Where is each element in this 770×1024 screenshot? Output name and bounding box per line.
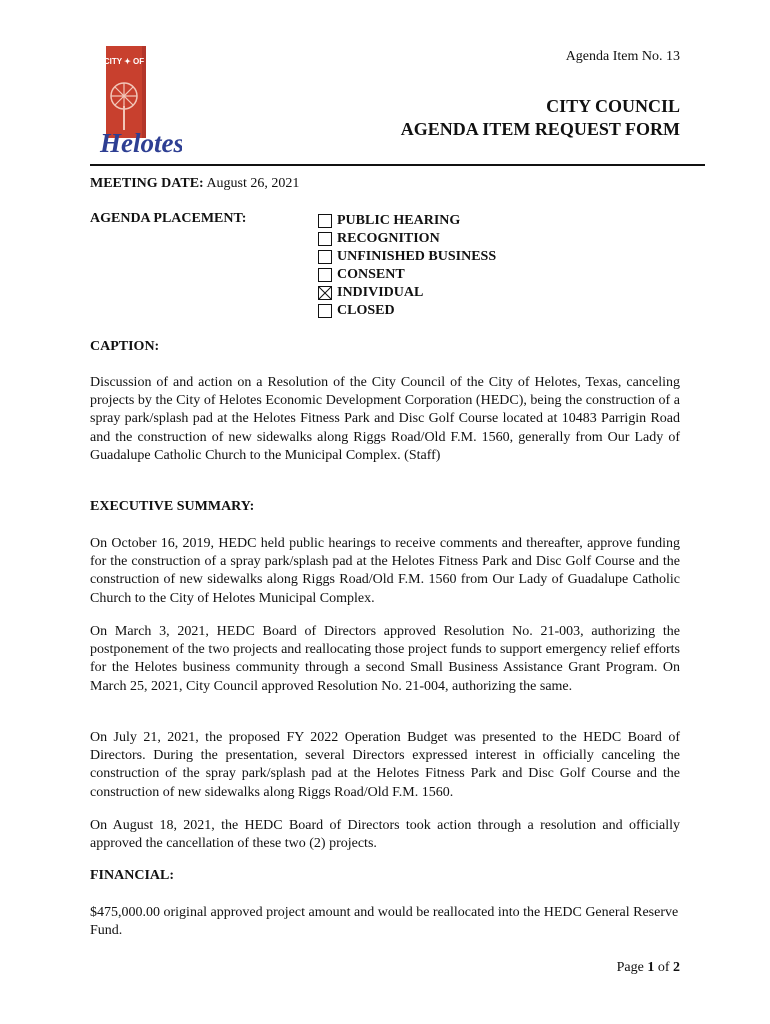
page-total: 2 <box>673 960 680 975</box>
placement-option-consent <box>318 266 496 284</box>
header-divider <box>90 164 705 166</box>
meeting-date-label: MEETING DATE: <box>90 176 204 191</box>
placement-option-label: RECOGNITION <box>337 231 440 246</box>
placement-option-label: CLOSED <box>337 303 395 318</box>
financial-heading: FINANCIAL: <box>90 868 174 883</box>
placement-option-closed <box>318 302 496 320</box>
caption-heading: CAPTION: <box>90 339 160 354</box>
agenda-placement-options <box>318 212 496 320</box>
svg-text:Helotes: Helotes <box>100 128 182 158</box>
form-title <box>401 95 680 141</box>
agenda-item-number: Agenda Item No. 13 <box>565 49 680 64</box>
individual-checkbox[interactable] <box>318 286 332 300</box>
title-line-1: CITY COUNCIL <box>546 96 680 116</box>
placement-option-label: INDIVIDUAL <box>337 285 424 300</box>
page-prefix: Page <box>616 960 644 975</box>
caption-text: Discussion of and action on a Resolution of the City Council of the City of Helotes, Texas, canceling projects by the City of Helotes Economic Development Corporation (HEDC), being the construction of a spray park/splash pad at the Helotes Fitness Park and Disc Golf Course located at 10483 Parrigin Road and the construction of new sidewalks along Riggs Road/Old F.M. 1560, generally from Our Lady of Guadalupe Catholic Church to the Municipal Complex. (Staff) <box>90 375 680 463</box>
closed-checkbox[interactable] <box>318 304 332 318</box>
page-number <box>617 960 680 976</box>
recognition-checkbox[interactable] <box>318 232 332 246</box>
placement-option-unfinished-business <box>318 248 496 266</box>
meeting-date <box>90 176 299 192</box>
placement-option-label: CONSENT <box>337 267 405 282</box>
financial-text: $475,000.00 original approved project amount and would be reallocated into the HEDC General Reserve Fund. <box>90 905 679 939</box>
executive-summary-heading: EXECUTIVE SUMMARY: <box>90 499 255 514</box>
public-hearing-checkbox[interactable] <box>318 214 332 228</box>
meeting-date-value: August 26, 2021 <box>206 176 300 191</box>
checked-x-icon <box>319 287 331 299</box>
placement-option-recognition <box>318 230 496 248</box>
summary-paragraph: On October 16, 2019, HEDC held public hearings to receive comments and thereafter, approve funding for the construction of a spray park/splash pad at the Helotes Fitness Park and Disc Golf Course and the construction of new sidewalks along Riggs Road/Old F.M. 1560 from Our Lady of Guadalupe Catholic Church to the City of Helotes Municipal Complex. <box>90 536 680 606</box>
svg-text:CITY ✦ OF: CITY ✦ OF <box>103 57 145 66</box>
summary-paragraph: On July 21, 2021, the proposed FY 2022 Operation Budget was presented to the HEDC Board of Directors. During the presentation, several Directors expressed interest in officially canceling the construction of the spray park/splash pad at the Helotes Fitness Park and Disc Golf Course and the construction of new sidewalks along Riggs Road/Old F.M. 1560. <box>90 730 680 800</box>
city-of-helotes-logo <box>96 44 182 158</box>
page-of: of <box>657 960 670 975</box>
title-line-2: AGENDA ITEM REQUEST FORM <box>400 119 680 139</box>
unfinished-business-checkbox[interactable] <box>318 250 332 264</box>
placement-option-public-hearing <box>318 212 496 230</box>
placement-option-individual <box>318 284 496 302</box>
page-current: 1 <box>647 960 655 975</box>
summary-paragraph: On August 18, 2021, the HEDC Board of Directors took action through a resolution and officially approved the cancellation of these two (2) projects. <box>90 818 680 852</box>
agenda-placement-label: AGENDA PLACEMENT: <box>90 211 247 226</box>
placement-option-label: UNFINISHED BUSINESS <box>337 249 497 264</box>
consent-checkbox[interactable] <box>318 268 332 282</box>
summary-paragraph: On March 3, 2021, HEDC Board of Directors approved Resolution No. 21-003, authorizing the postponement of the two projects and reallocating those project funds to support emergency relief efforts for the Helotes business community through a second Small Business Assistance Grant Program. On March 25, 2021, City Council approved Resolution No. 21-004, authorizing the same. <box>90 624 680 694</box>
placement-option-label: PUBLIC HEARING <box>337 213 461 228</box>
